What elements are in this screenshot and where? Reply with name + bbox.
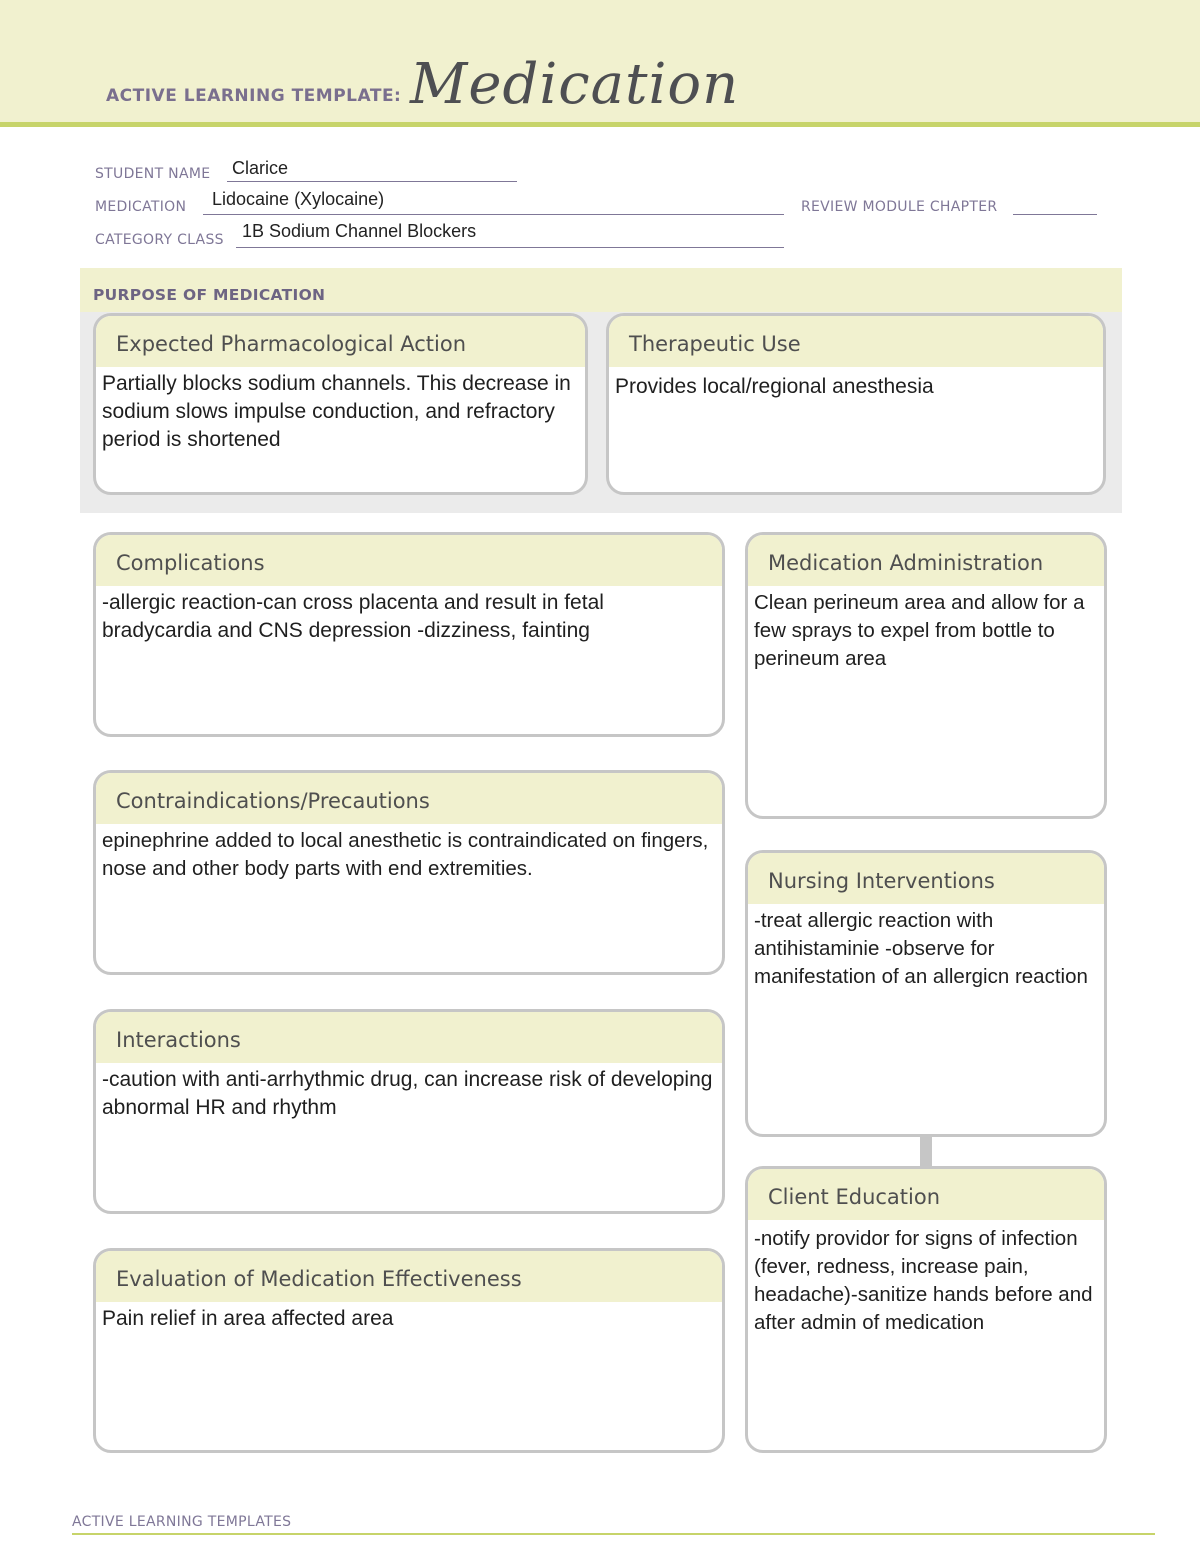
complications-text: -allergic reaction-can cross placenta and result in fetal bradycardia and CNS depression -dizziness, fainting	[102, 591, 604, 642]
administration-box[interactable]	[745, 532, 1107, 819]
interactions-text: -caution with anti-arrhythmic drug, can increase risk of developing abnormal HR and rhythm	[102, 1068, 713, 1119]
student-name-value: Clarice	[232, 158, 289, 178]
review-module-label: REVIEW MODULE CHAPTER	[801, 199, 998, 215]
therapeutic-use-box[interactable]	[606, 313, 1106, 495]
box-connector	[920, 1135, 932, 1167]
nursing-interventions-box[interactable]	[745, 850, 1107, 1137]
administration-heading: Medication Administration	[748, 535, 1104, 586]
expected-action-box[interactable]	[93, 313, 588, 495]
expected-action-heading: Expected Pharmacological Action	[96, 316, 585, 367]
page-title: Medication	[410, 52, 740, 117]
category-class-label: CATEGORY CLASS	[95, 232, 224, 248]
student-name-label: STUDENT NAME	[95, 166, 211, 182]
expected-action-text: Partially blocks sodium channels. This decrease in sodium slows impulse conduction, and refractory period is shortened	[102, 372, 571, 451]
client-education-heading: Client Education	[748, 1169, 1104, 1220]
contraindications-box[interactable]	[93, 770, 725, 975]
review-module-field[interactable]	[1013, 196, 1097, 215]
nursing-interventions-text: -treat allergic reaction with antihistaminie -observe for manifestation of an allergicn reaction	[754, 909, 1088, 988]
complications-box[interactable]	[93, 532, 725, 737]
medication-value: Lidocaine (Xylocaine)	[212, 189, 385, 209]
category-class-value: 1B Sodium Channel Blockers	[242, 221, 477, 241]
medication-label: MEDICATION	[95, 199, 187, 215]
header-divider	[0, 122, 1200, 127]
evaluation-text: Pain relief in area affected area	[102, 1307, 394, 1330]
contraindications-text: epinephrine added to local anesthetic is contraindicated on fingers, nose and other body parts with end extremities.	[102, 829, 709, 880]
template-label: ACTIVE LEARNING TEMPLATE:	[106, 86, 402, 106]
footer-label: ACTIVE LEARNING TEMPLATES	[72, 1514, 292, 1530]
therapeutic-use-heading: Therapeutic Use	[609, 316, 1103, 367]
complications-heading: Complications	[96, 535, 722, 586]
client-education-box[interactable]	[745, 1166, 1107, 1453]
nursing-interventions-heading: Nursing Interventions	[748, 853, 1104, 904]
client-education-text: -notify providor for signs of infection (fever, redness, increase pain, headache)-sanitize hands before and after admin of medication	[754, 1227, 1093, 1334]
interactions-box[interactable]	[93, 1009, 725, 1214]
therapeutic-use-text: Provides local/regional anesthesia	[615, 375, 934, 398]
interactions-heading: Interactions	[96, 1012, 722, 1063]
purpose-title: PURPOSE OF MEDICATION	[93, 286, 326, 304]
administration-text: Clean perineum area and allow for a few sprays to expel from bottle to perineum area	[754, 591, 1085, 670]
evaluation-box[interactable]	[93, 1248, 725, 1453]
contraindications-heading: Contraindications/Precautions	[96, 773, 722, 824]
evaluation-heading: Evaluation of Medication Effectiveness	[96, 1251, 722, 1302]
footer-divider	[72, 1533, 1155, 1535]
